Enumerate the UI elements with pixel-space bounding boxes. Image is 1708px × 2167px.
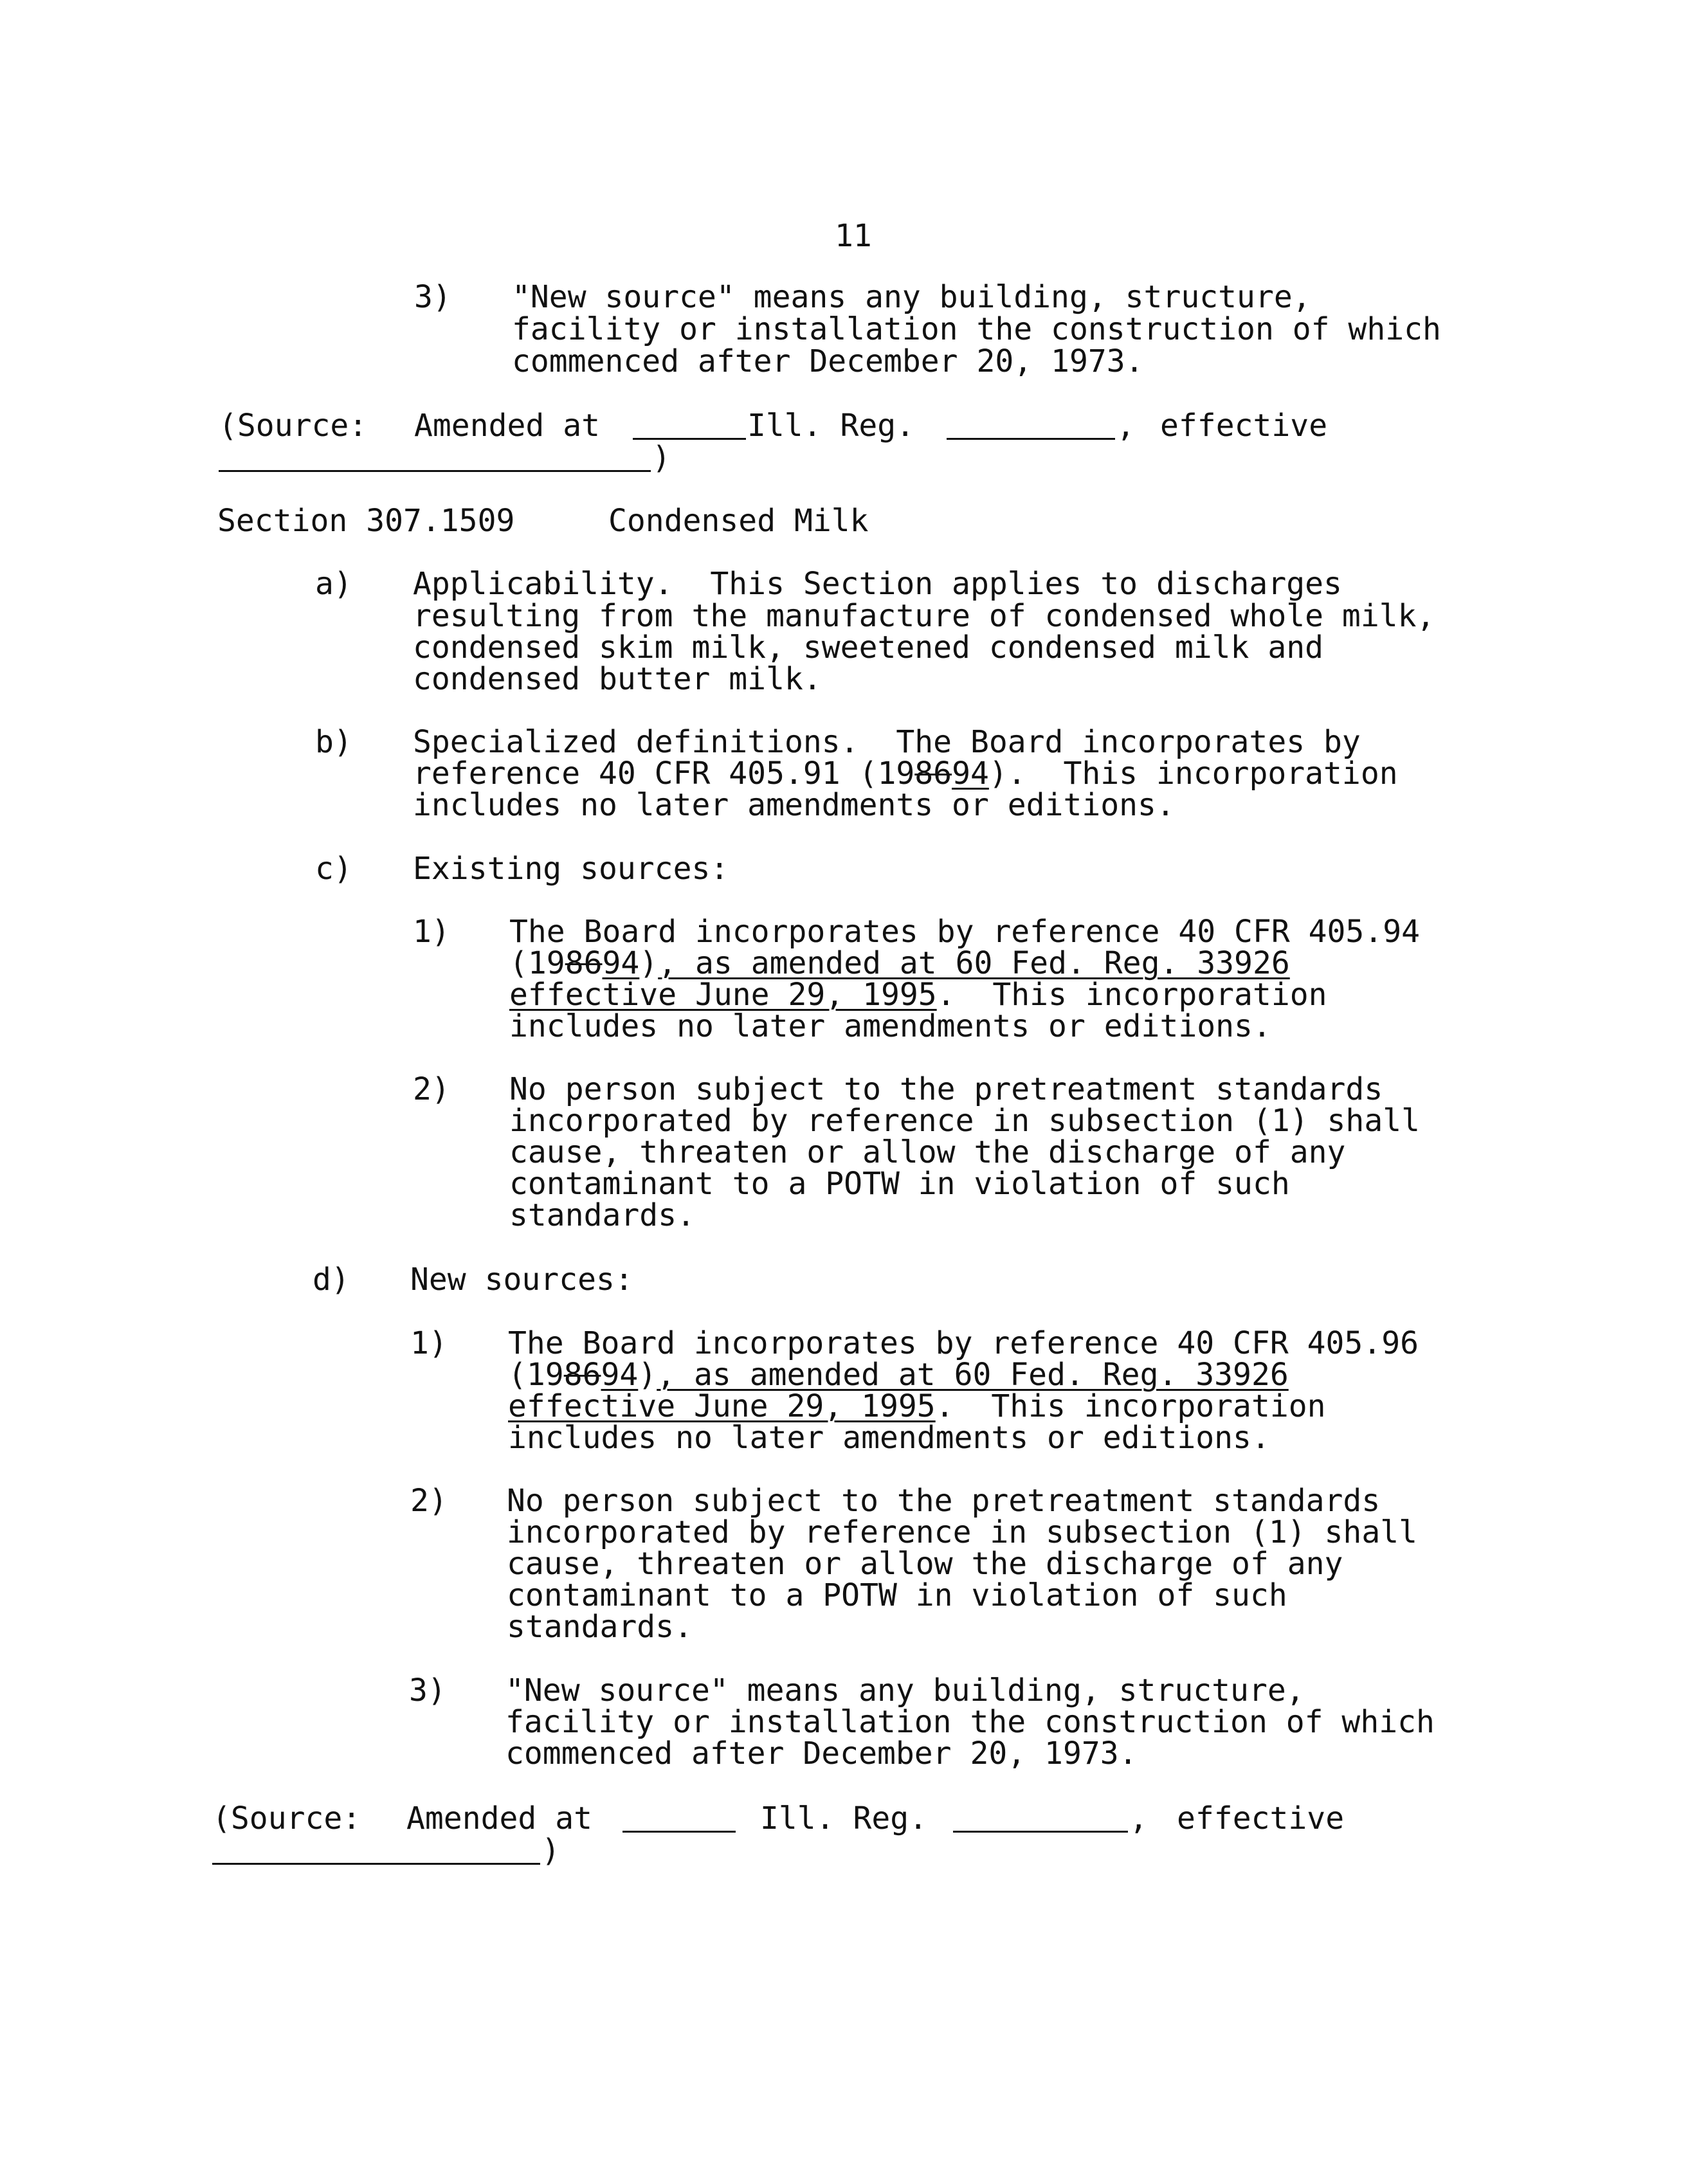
source-ill-reg: Ill. Reg. [747, 408, 915, 444]
text-run: (19 [509, 945, 565, 981]
item-number: 1) [413, 914, 450, 950]
item-label: c) [315, 851, 352, 887]
struck-text: 86 [914, 756, 952, 792]
paragraph-line: incorporated by reference in subsection (1) shall [509, 1103, 1421, 1139]
paragraph-line: The Board incorporates by reference 40 CFR 405.94 [509, 914, 1421, 950]
paragraph-line: includes no later amendments or editions. [509, 1008, 1271, 1044]
source-amended: Amended at [414, 408, 600, 444]
item-label: d) [313, 1262, 350, 1298]
blank-line [622, 1831, 736, 1833]
paragraph-line: The Board incorporates by reference 40 CFR 405.96 [508, 1325, 1419, 1361]
inserted-text: 94 [952, 756, 989, 792]
inserted-text: effective June 29, 1995 [508, 1388, 936, 1424]
paragraph-line: commenced after December 20, 1973. [505, 1736, 1138, 1772]
inserted-text: effective June 29, 1995 [509, 977, 937, 1013]
subsection-heading: New sources: [410, 1262, 633, 1298]
paragraph-line: facility or installation the construction of which [505, 1704, 1435, 1740]
section-number: Section 307.1509 [217, 503, 515, 539]
paragraph-line: resulting from the manufacture of condensed whole milk, [413, 598, 1435, 634]
subsection-heading: Existing sources: [413, 851, 729, 887]
paragraph-line: incorporated by reference in subsection (1) shall [507, 1514, 1418, 1550]
paragraph-line: No person subject to the pretreatment standards [509, 1071, 1383, 1107]
inserted-text: 94 [601, 1357, 639, 1393]
blank-line [212, 1863, 540, 1865]
source-open: (Source: [212, 1800, 361, 1836]
item-label: a) [315, 566, 352, 602]
text-run: reference 40 CFR 405.91 (19 [413, 756, 915, 792]
item-number: 3) [409, 1673, 446, 1709]
paragraph-line: includes no later amendments or editions. [508, 1420, 1270, 1456]
blank-line [953, 1831, 1128, 1833]
paragraph-line: Applicability. This Section applies to discharges [413, 566, 1342, 602]
blank-line [219, 470, 651, 472]
paragraph-line: "New source" means any building, structure, [505, 1673, 1305, 1709]
item-number: 2) [410, 1483, 448, 1519]
section-title: Condensed Milk [608, 503, 869, 539]
paragraph-line: contaminant to a POTW in violation of such [507, 1577, 1287, 1613]
paragraph-line: cause, threaten or allow the discharge of any [509, 1134, 1346, 1170]
item-label: b) [315, 724, 352, 760]
source-comma: , [1116, 408, 1135, 444]
paragraph-line: condensed skim milk, sweetened condensed milk and [413, 630, 1324, 666]
text-run: . This incorporation [936, 977, 1327, 1013]
item-number: 1) [410, 1325, 448, 1361]
page-number: 11 [835, 218, 872, 254]
paragraph-line: standards. [507, 1609, 693, 1645]
item-number: 3) [414, 279, 451, 315]
paragraph-line-amended [508, 1390, 1326, 1422]
text-run: . This incorporation [935, 1388, 1326, 1424]
paragraph-line: commenced after December 20, 1973. [512, 343, 1144, 379]
source-comma: , [1129, 1800, 1148, 1836]
paragraph-line-amended [508, 1359, 1289, 1391]
blank-line [633, 438, 746, 440]
text-run: ). This incorporation [988, 756, 1398, 792]
paragraph-line: "New source" means any building, structure, [512, 279, 1311, 315]
source-open: (Source: [219, 408, 368, 444]
paragraph-line-amended [509, 947, 1290, 979]
blank-line [947, 438, 1115, 440]
source-effective: effective [1177, 1800, 1345, 1836]
inserted-text: 94 [602, 945, 640, 981]
paragraph-line: facility or installation the construction of which [512, 311, 1441, 347]
source-close: ) [541, 1833, 560, 1869]
paragraph-line: Specialized definitions. The Board incorporates by [413, 724, 1361, 760]
text-run: (19 [508, 1357, 564, 1393]
paragraph-line: condensed butter milk. [413, 661, 822, 697]
struck-text: 86 [565, 945, 603, 981]
text-run: ) [639, 945, 659, 981]
paragraph-line-amended [509, 979, 1327, 1011]
paragraph-line-amended [413, 757, 1398, 790]
source-close: ) [652, 440, 671, 476]
paragraph-line: contaminant to a POTW in violation of such [509, 1166, 1290, 1202]
paragraph-line: standards. [509, 1197, 695, 1233]
inserted-text: , as amended at 60 Fed. Reg. 33926 [658, 945, 1290, 981]
item-number: 2) [413, 1071, 450, 1107]
source-ill-reg: Ill. Reg. [760, 1800, 928, 1836]
inserted-text: , as amended at 60 Fed. Reg. 33926 [657, 1357, 1289, 1393]
text-run: ) [638, 1357, 657, 1393]
struck-text: 86 [563, 1357, 601, 1393]
source-effective: effective [1160, 408, 1328, 444]
paragraph-line: No person subject to the pretreatment standards [507, 1483, 1381, 1519]
source-amended: Amended at [406, 1800, 592, 1836]
paragraph-line: cause, threaten or allow the discharge of any [507, 1546, 1343, 1582]
paragraph-line: includes no later amendments or editions. [413, 787, 1175, 823]
